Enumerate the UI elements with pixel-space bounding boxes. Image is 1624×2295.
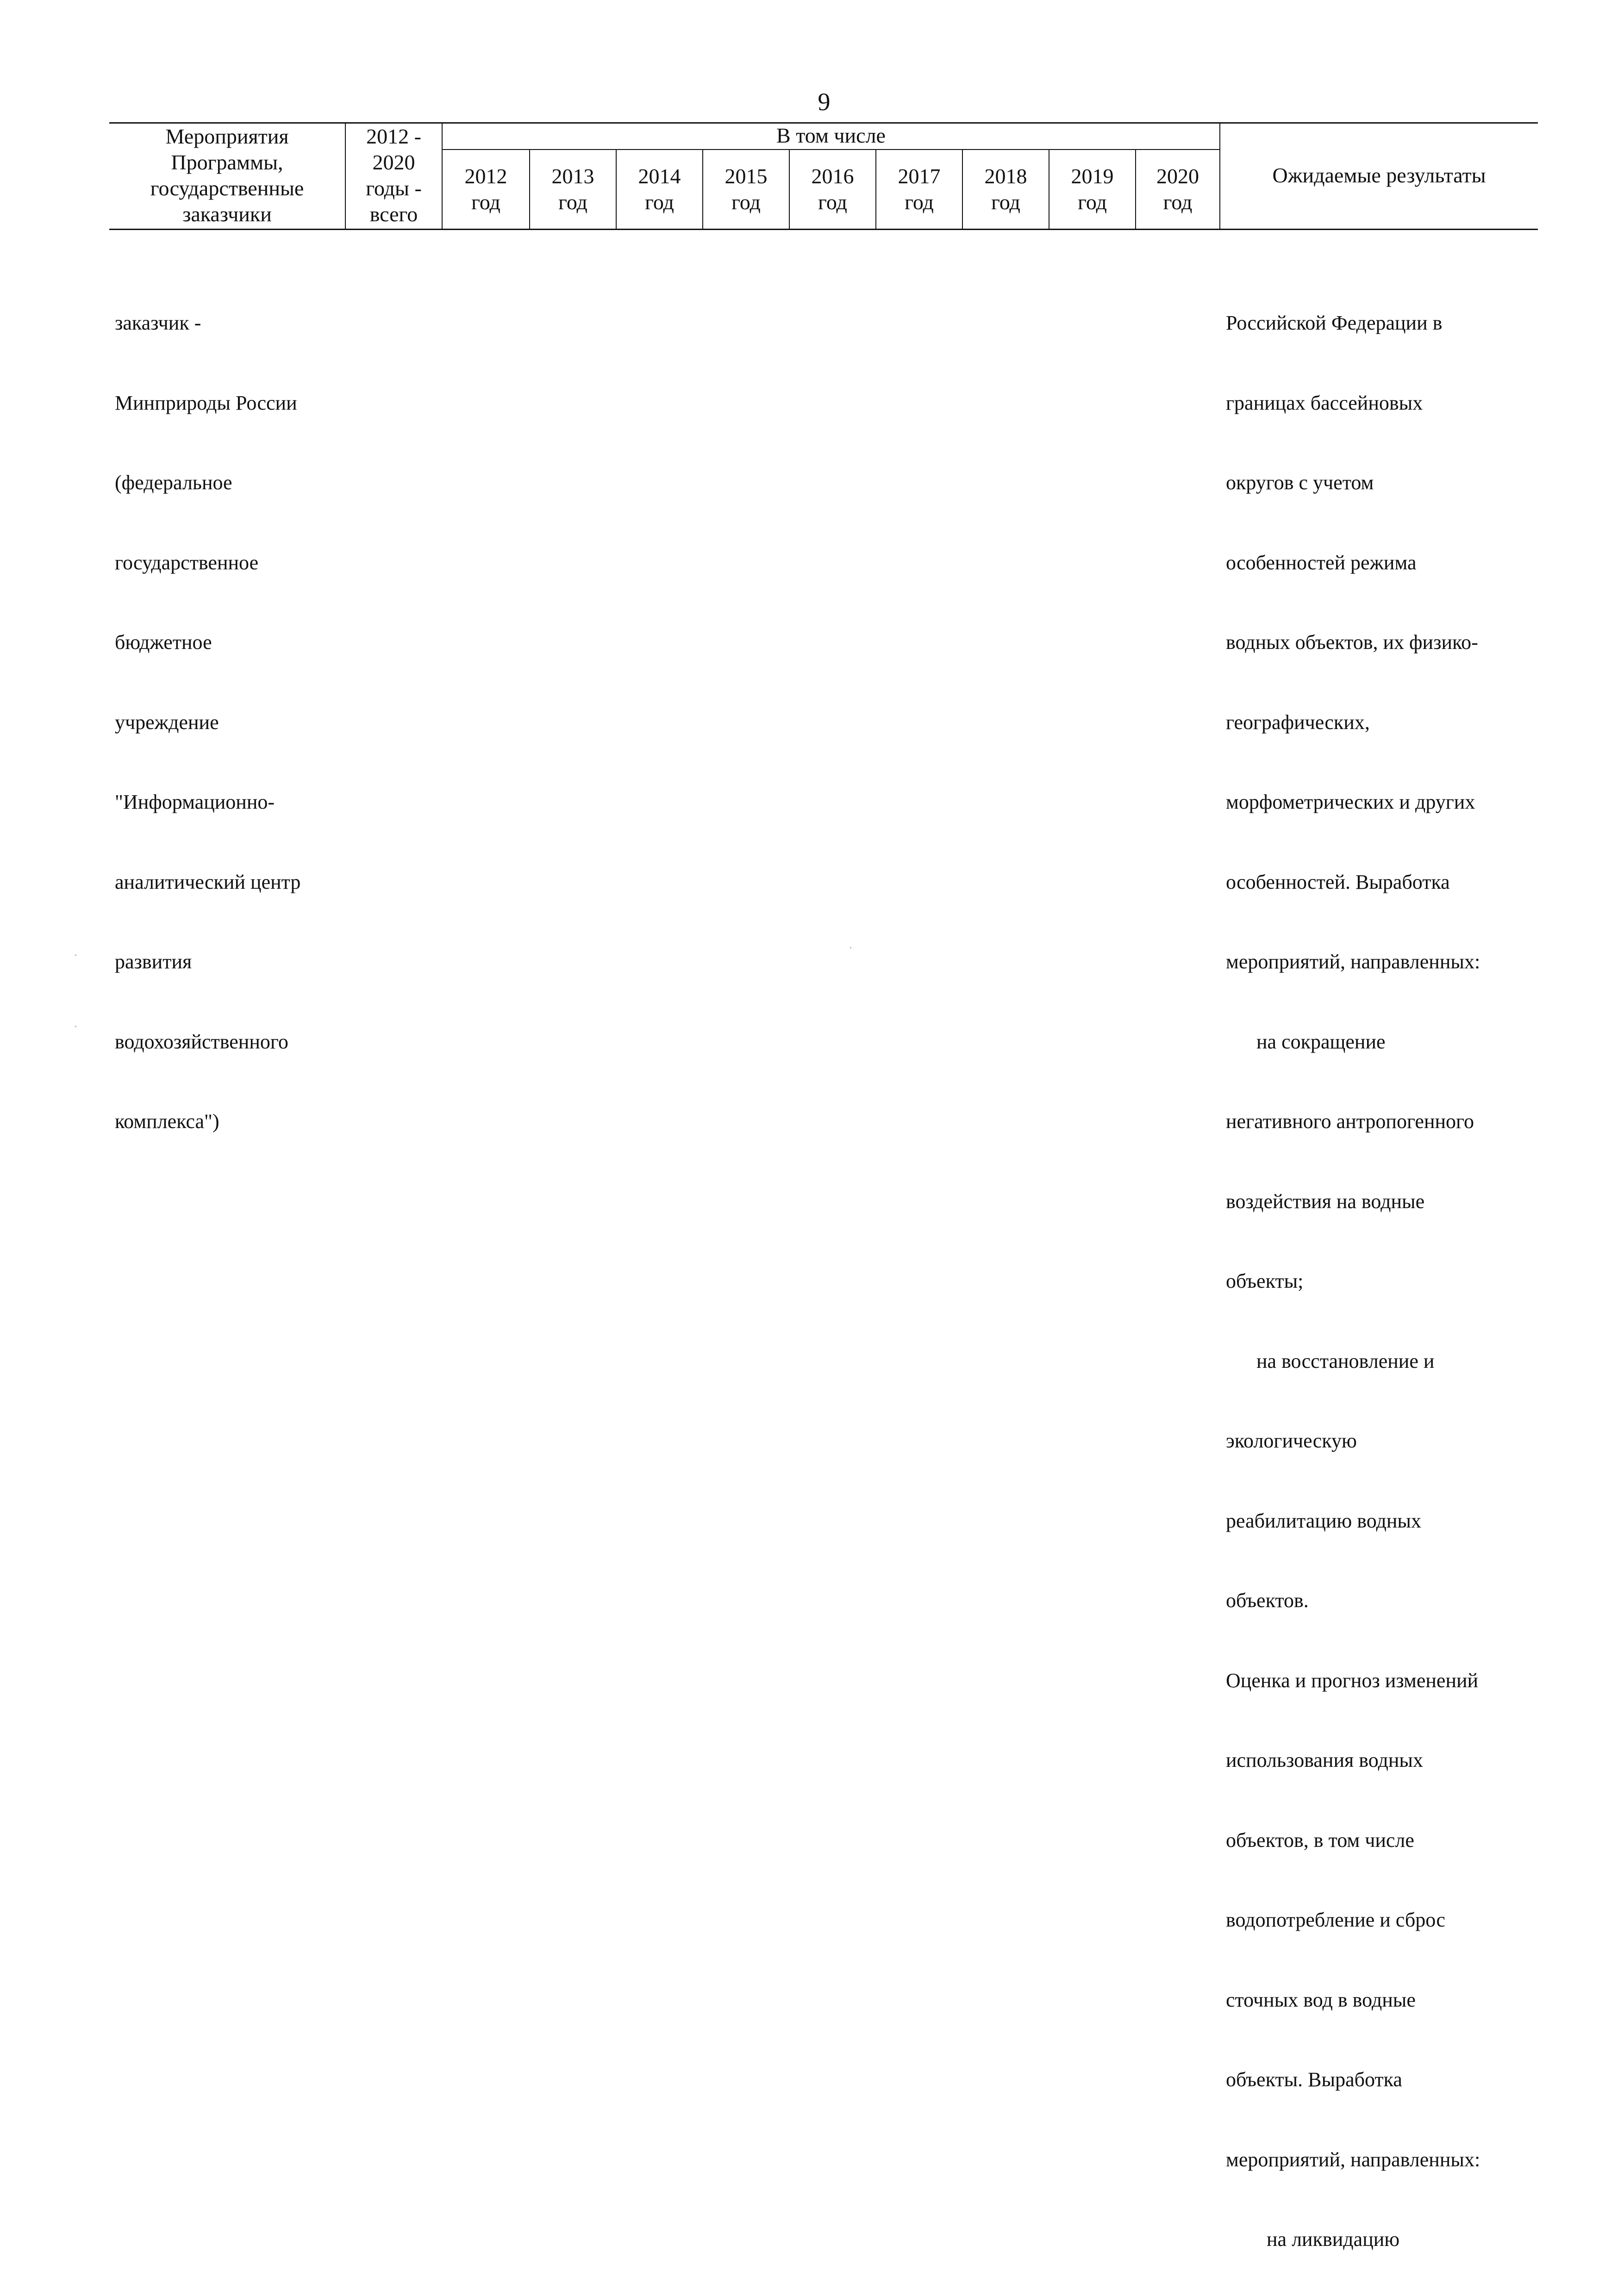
header-measures-customers [109,122,345,229]
year-2014-unit: год [645,190,674,214]
header-year-2015 [703,150,789,229]
year-2012-unit: год [471,190,500,214]
page-number: 9 [818,88,831,116]
year-2013-unit: год [558,190,587,214]
result-line: сточных вод в водные [1226,1988,1416,2011]
result-line: негативного антропогенного [1226,1110,1474,1133]
result-line: географических, [1226,711,1370,734]
scan-speck [850,947,851,948]
header-total-line-1: 2012 - [366,125,421,148]
result-line: объекты. Выработка [1226,2068,1402,2091]
result-line: Российской Федерации в [1226,312,1443,334]
result-line: на восстановление и [1226,1349,1435,1372]
year-2016-unit: год [818,190,847,214]
year-2015-unit: год [731,190,761,214]
header-total-line-2: 2020 [372,150,415,174]
header-measures-line-3: государственные [150,176,304,200]
customer-line: комплекса") [115,1110,219,1133]
result-line: использования водных [1226,1749,1423,1771]
expected-results-column [1226,256,1480,2295]
year-2017-unit: год [905,190,934,214]
header-year-2012 [443,150,529,229]
header-including-group [443,122,1219,149]
result-line: на сокращение [1226,1030,1386,1053]
customer-line: аналитический центр [115,870,301,893]
customer-column [115,256,300,1161]
header-measures-line-4: заказчики [182,202,272,226]
year-2012-value: 2012 [464,164,507,188]
header-year-2014 [617,150,702,229]
customer-line: (федеральное [115,471,232,494]
result-line: мероприятий, направленных: [1226,2148,1480,2171]
header-year-2018 [963,150,1049,229]
header-total-period [346,122,442,229]
year-2015-value: 2015 [725,164,768,188]
result-line: объектов. [1226,1589,1309,1612]
header-expected-results [1220,122,1538,229]
customer-line: учреждение [115,711,219,734]
result-line: водопотребление и сброс [1226,1908,1445,1931]
header-year-2020 [1136,150,1219,229]
result-line: экологическую [1226,1429,1357,1452]
result-line: морфометрических и других [1226,791,1475,813]
customer-line: государственное [115,551,259,574]
header-including-label: В том числе [776,124,886,147]
result-line: округов с учетом [1226,471,1374,494]
result-line: границах бассейновых [1226,391,1423,414]
year-2017-value: 2017 [898,164,941,188]
year-2020-value: 2020 [1156,164,1199,188]
customer-line: водохозяйственного [115,1030,288,1053]
header-total-line-3: годы - [366,176,422,200]
header-year-2019 [1049,150,1135,229]
result-line: мероприятий, направленных: [1226,950,1480,973]
header-total-line-4: всего [369,202,418,226]
scan-speck [75,954,76,956]
header-measures-line-2: Программы, [171,150,283,174]
year-2014-value: 2014 [638,164,681,188]
customer-line: "Информационно- [115,791,275,813]
year-2019-unit: год [1078,190,1107,214]
year-2018-value: 2018 [984,164,1027,188]
header-year-2017 [876,150,962,229]
year-2020-unit: год [1163,190,1193,214]
customer-line: заказчик - [115,312,201,334]
customer-line: развития [115,950,192,973]
header-results-label: Ожидаемые результаты [1272,163,1486,187]
header-measures-line-1: Мероприятия [165,125,289,148]
result-line: водных объектов, их физико- [1226,631,1478,654]
year-2018-unit: год [991,190,1020,214]
table-bottom-rule [109,229,1538,230]
year-2013-value: 2013 [551,164,594,188]
result-line: особенностей режима [1226,551,1417,574]
result-line: объектов, в том числе [1226,1828,1414,1852]
result-line: Оценка и прогноз изменений [1226,1669,1479,1692]
result-line: воздействия на водные [1226,1190,1425,1213]
year-2019-value: 2019 [1071,164,1114,188]
header-year-2016 [790,150,875,229]
year-2016-value: 2016 [811,164,854,188]
result-line: на ликвидацию [1226,2228,1400,2251]
result-line: объекты; [1226,1270,1304,1292]
customer-line: бюджетное [115,631,212,654]
result-line: особенностей. Выработка [1226,870,1450,893]
customer-line: Минприроды России [115,391,297,414]
header-year-2013 [530,150,616,229]
result-line: реабилитацию водных [1226,1509,1421,1532]
scan-speck [75,1026,76,1027]
